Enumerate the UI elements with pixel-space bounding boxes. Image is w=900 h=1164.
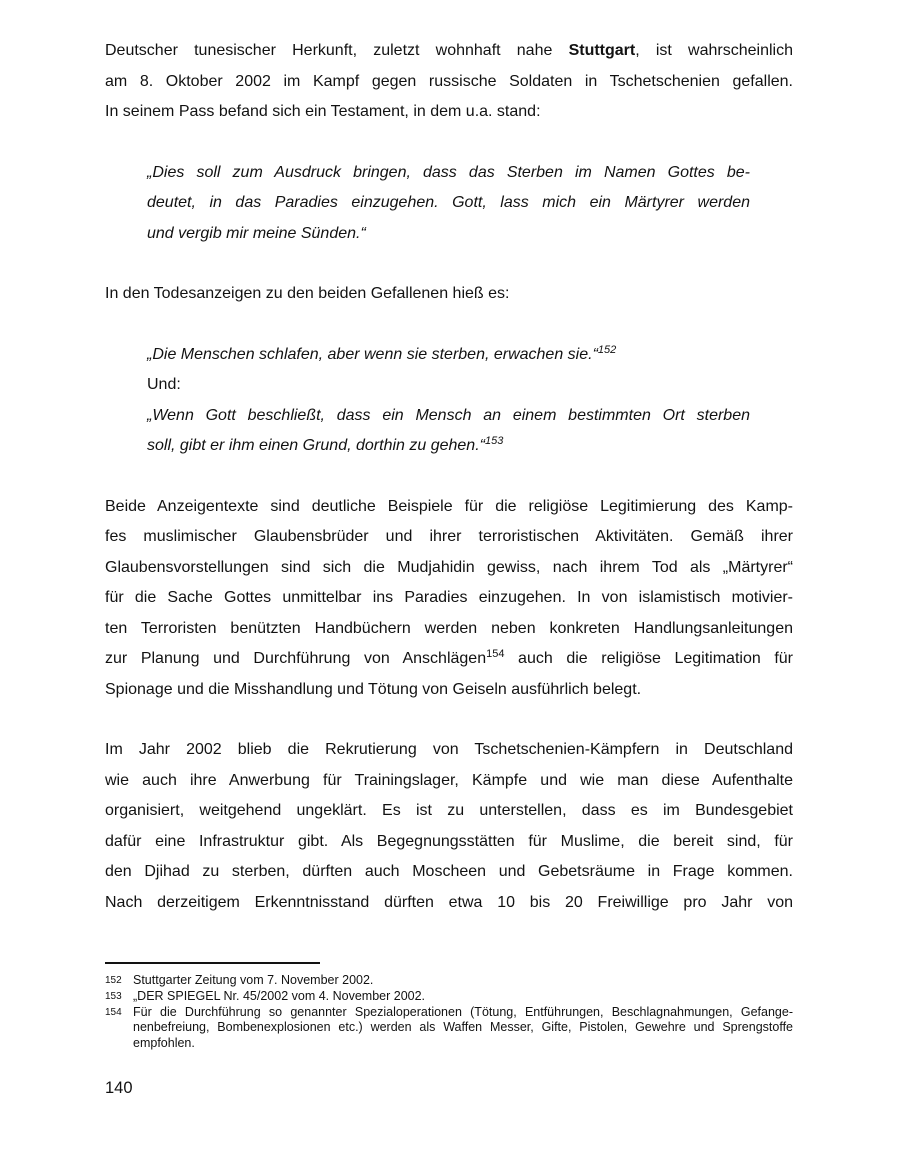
footnote-153: [105, 989, 793, 1005]
text-line: am 8. Oktober 2002 im Kampf gegen russische Soldaten in Tschetschenien gefallen.: [105, 72, 793, 90]
footnote-number: 153: [105, 990, 122, 1002]
quote-line: „Wenn Gott beschließt, dass ein Mensch an einem bestimmten Ort sterben: [147, 406, 750, 424]
text-line: Im Jahr 2002 blieb die Rekrutierung von Tschetschenien-Kämpfern in Deutschland: [105, 741, 793, 758]
quote-text: soll, gibt er ihm einen Grund, dorthin zu gehen.“: [147, 437, 485, 454]
obituary-quotes: [147, 340, 750, 462]
bold-stuttgart: Stuttgart: [568, 42, 636, 59]
quote-line: und vergib mir meine Sünden.“: [147, 224, 366, 242]
quote-line: [147, 340, 750, 371]
text-run: Deutscher tunesischer Herkunft, zuletzt wohnhaft nahe: [105, 42, 569, 59]
text-line: Beide Anzeigentexte sind deutliche Beispiele für die religiöse Legitimierung des Kamp-: [105, 497, 793, 515]
paragraph-analysis: [105, 492, 793, 706]
text-line: organisiert, weitgehend ungeklärt. Es ist zu unterstellen, dass es im Bundesgebiet: [105, 802, 793, 819]
text-line: wie auch ihre Anwerbung für Trainingslager, Kämpfe und wie man diese Aufenthalte: [105, 771, 793, 789]
text-run: , ist wahrscheinlich: [635, 42, 793, 59]
text-line: dafür eine Infrastruktur gibt. Als Begegnungsstätten für Muslime, die bereit sind, für: [105, 832, 793, 850]
footnote-152: [105, 973, 793, 989]
page-number: 140: [105, 1078, 133, 1097]
text-line: fes muslimischer Glaubensbrüder und ihrer terroristischen Aktivitäten. Gemäß ihrer: [105, 528, 793, 545]
text-line: Glaubensvorstellungen sind sich die Mudjahidin gewiss, nach ihrem Tod als „Märtyrer“: [105, 558, 793, 576]
text-line: In seinem Pass befand sich ein Testament, in dem u.a. stand:: [105, 103, 541, 120]
quote-line: „Dies soll zum Ausdruck bringen, dass das Sterben im Namen Gottes be-: [147, 163, 750, 181]
footnote-text: Für die Durchführung so genannter Spezialoperationen (Tötung, Entführungen, Beschlagnahmungen, Gefange-: [133, 1004, 793, 1019]
text-line: [105, 36, 793, 67]
footnotes-section: [105, 962, 793, 1098]
footnote-text: „DER SPIEGEL Nr. 45/2002 vom 4. November 2002.: [133, 988, 426, 1003]
text-line: für die Sache Gottes unmittelbar ins Paradies einzugehen. In von islamistisch motivier-: [105, 589, 793, 606]
text-line: [105, 644, 793, 675]
footnote-154: [105, 1005, 793, 1052]
footnote-text: empfohlen.: [133, 1036, 195, 1051]
footnote-text: nenbefreiung, Bombenexplosionen etc.) werden als Waffen Messer, Gifte, Pistolen, Gewehre und Sprengstoffe: [133, 1020, 793, 1035]
paragraph-recruitment: [105, 735, 793, 918]
quote-connector: Und:: [147, 376, 181, 393]
footnote-number: 154: [105, 1006, 122, 1018]
text-run: zur Planung und Durchführung von Anschlägen: [105, 650, 487, 667]
footnote-text: Stuttgarter Zeitung vom 7. November 2002.: [133, 973, 374, 987]
paragraph-intro: [105, 36, 793, 128]
text-line: ten Terroristen benützten Handbüchern werden neben konkreten Handlungsanleitungen: [105, 619, 793, 637]
text-line: den Djihad zu sterben, dürften auch Moscheen und Gebetsräume in Frage kommen.: [105, 863, 793, 880]
text-run: auch die religiöse Legitimation für: [504, 650, 793, 667]
quote-line: deutet, in das Paradies einzugehen. Gott, lass mich ein Märtyrer werden: [147, 194, 750, 211]
footnote-ref-154: 154: [486, 648, 505, 660]
testament-quote: [147, 158, 750, 250]
footnote-ref-153: 153: [484, 435, 504, 447]
text-line: Spionage und die Misshandlung und Tötung von Geiseln ausführlich belegt.: [105, 680, 642, 698]
quote-line: [147, 431, 750, 462]
obituary-lead-in: [105, 279, 793, 310]
page-body: [105, 36, 793, 918]
footnote-separator: [105, 962, 320, 964]
text-line: Nach derzeitigem Erkenntnisstand dürften etwa 10 bis 20 Freiwillige pro Jahr von: [105, 893, 793, 911]
footnote-ref-152: 152: [597, 343, 617, 356]
quote-text: „Die Menschen schlafen, aber wenn sie sterben, erwachen sie.“: [147, 345, 598, 363]
footnote-number: 152: [105, 975, 122, 986]
text-line: In den Todesanzeigen zu den beiden Gefallenen hieß es:: [105, 285, 510, 302]
